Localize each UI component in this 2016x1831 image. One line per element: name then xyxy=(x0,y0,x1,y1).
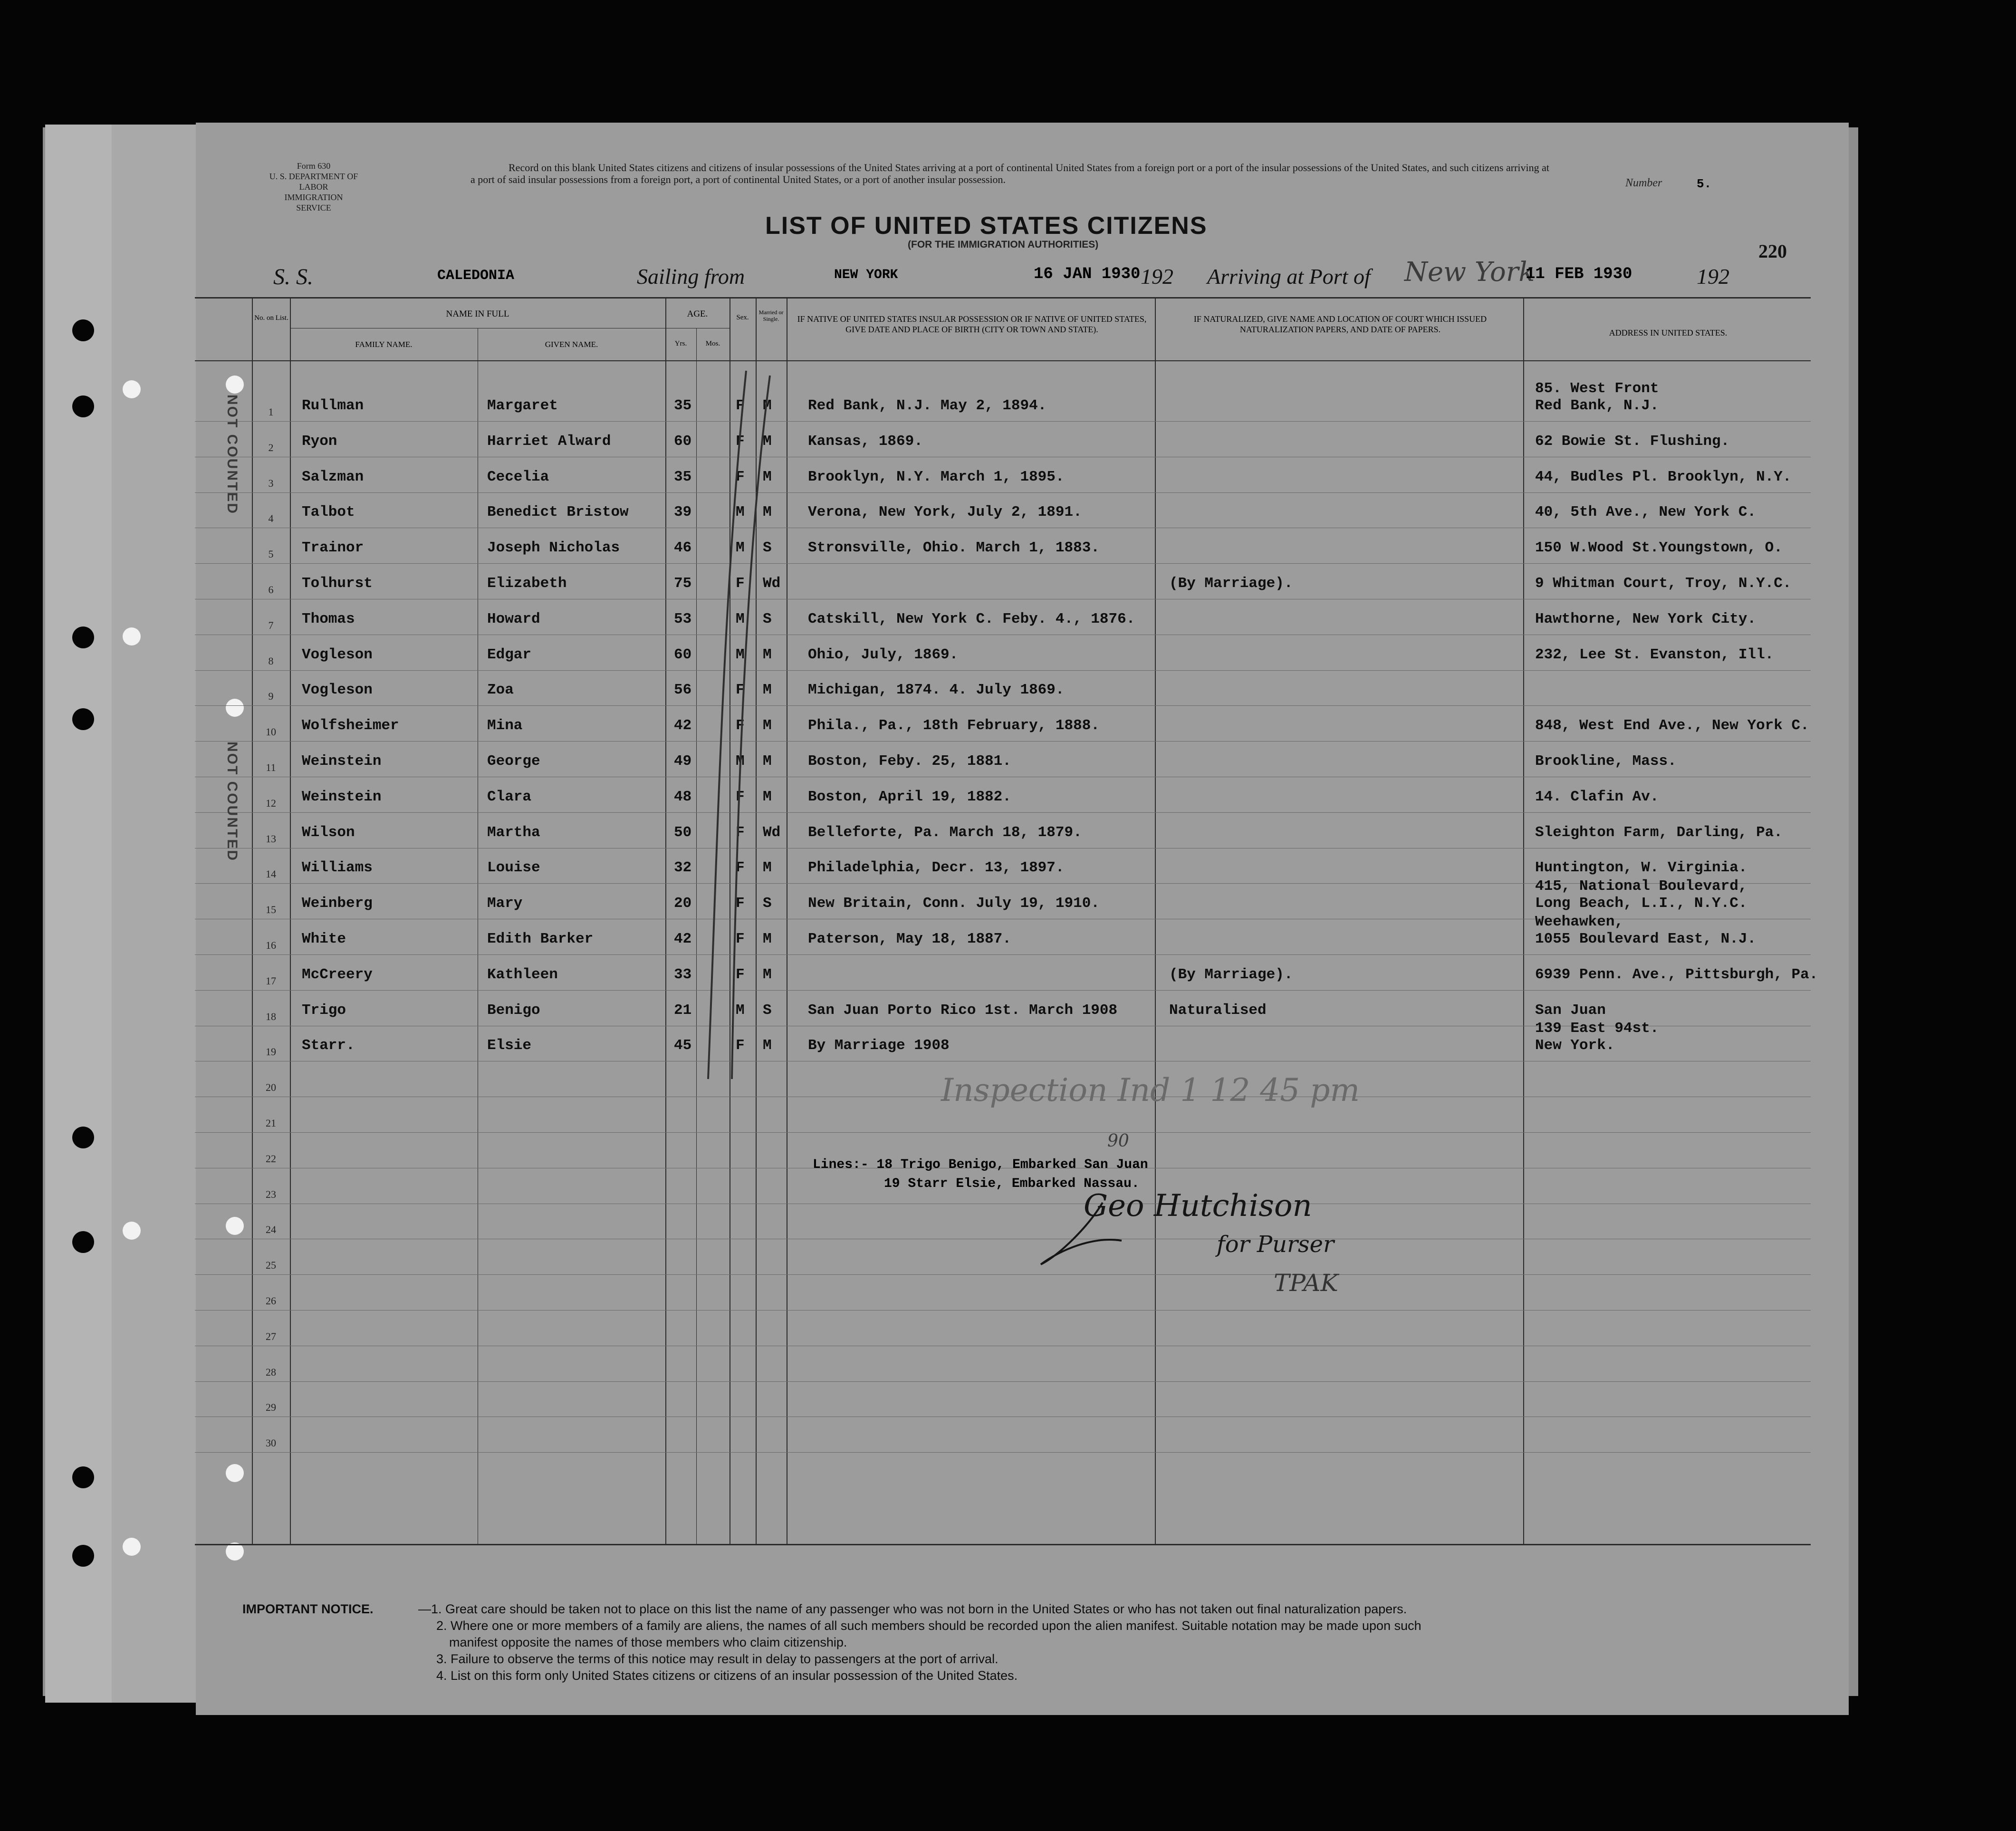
row-number: 1 xyxy=(268,406,274,418)
arriving-label: Arriving at Port of xyxy=(1207,264,1371,289)
cell-family: Weinberg xyxy=(302,895,373,912)
signature-note: for Purser xyxy=(1217,1231,1334,1258)
cell-family: Wolfsheimer xyxy=(302,717,399,734)
lines-note-1: Lines:- 18 Trigo Benigo, Embarked San Juan xyxy=(813,1157,1148,1172)
cell-given: Mary xyxy=(487,895,523,912)
col-married-header: Married or Single. xyxy=(758,309,784,322)
cell-family: Salzman xyxy=(302,468,364,485)
arriving-port: New York xyxy=(1404,257,1535,288)
cell-family: Wilson xyxy=(302,824,355,841)
cell-family: Tolhurst xyxy=(302,575,373,592)
cell-ms: M xyxy=(763,753,772,770)
cell-age: 39 xyxy=(674,504,692,521)
notice-item-2-cont: manifest opposite the names of those members who claim citizenship. xyxy=(449,1635,847,1649)
cell-addr: 14. Clafin Av. xyxy=(1535,788,1659,805)
row-number: 22 xyxy=(266,1152,276,1165)
cell-ms: S xyxy=(763,540,772,557)
sailing-date: 16 JAN 1930 xyxy=(1034,265,1141,283)
cell-address-line1: 85. West Front xyxy=(1535,380,1659,397)
cell-sex: M xyxy=(736,610,745,627)
cell-ms: M xyxy=(763,433,772,450)
notice-title: IMPORTANT NOTICE. xyxy=(242,1602,374,1616)
cell-sex: M xyxy=(736,753,745,770)
cell-given: Edith Barker xyxy=(487,931,594,947)
row-number: 23 xyxy=(266,1188,276,1200)
cell-sex: F xyxy=(736,433,745,450)
cell-age: 33 xyxy=(674,966,692,983)
col-mos-header: Mos. xyxy=(705,340,720,347)
cell-addr: 6939 Penn. Ave., Pittsburgh, Pa. xyxy=(1535,966,1818,983)
cell-sex: F xyxy=(736,1037,745,1054)
cell-family: Williams xyxy=(302,859,373,877)
col-given-header: GIVEN NAME. xyxy=(545,340,598,349)
cell-address-line1: Weehawken, xyxy=(1535,914,1624,930)
number-value: 5. xyxy=(1697,177,1712,191)
department: U. S. DEPARTMENT OF LABOR xyxy=(269,172,358,192)
cell-addr: Sleighton Farm, Darling, Pa. xyxy=(1535,824,1783,841)
margin-note: 90 xyxy=(1107,1131,1129,1151)
cell-addr: 1055 Boulevard East, N.J. xyxy=(1535,931,1757,947)
punch-hole xyxy=(226,699,244,717)
col-no-header: No. on List. xyxy=(254,314,288,322)
cell-birth: Red Bank, N.J. May 2, 1894. xyxy=(808,397,1047,414)
service: IMMIGRATION SERVICE xyxy=(284,193,343,212)
cell-family: Weinstein xyxy=(302,788,382,805)
cell-age: 35 xyxy=(674,397,692,414)
ship-name: CALEDONIA xyxy=(437,268,515,284)
row-rule xyxy=(195,492,1811,493)
col-divider xyxy=(1155,297,1156,1545)
row-number: 7 xyxy=(268,619,274,631)
row-number: 13 xyxy=(266,832,276,845)
ss-label: S. S. xyxy=(273,264,313,289)
col-divider xyxy=(290,297,291,1545)
row-number: 25 xyxy=(266,1259,276,1272)
cell-given: Joseph Nicholas xyxy=(487,540,620,557)
cell-family: Vogleson xyxy=(302,682,373,699)
cell-sex: F xyxy=(736,966,745,983)
row-number: 6 xyxy=(268,584,274,596)
cell-age: 60 xyxy=(674,646,692,663)
punch-hole xyxy=(226,1464,244,1482)
cell-age: 42 xyxy=(674,717,692,734)
cell-given: Edgar xyxy=(487,646,532,663)
cell-addr: Hawthorne, New York City. xyxy=(1535,610,1757,627)
binding-strip xyxy=(45,125,112,1703)
row-number: 19 xyxy=(266,1046,276,1058)
cell-sex: F xyxy=(736,895,745,912)
cell-given: Elsie xyxy=(487,1037,532,1054)
row-number: 20 xyxy=(266,1081,276,1094)
row-number: 28 xyxy=(266,1366,276,1378)
cell-addr: 150 W.Wood St.Youngstown, O. xyxy=(1535,540,1783,557)
side-stamp: NOT COUNTED xyxy=(224,395,240,515)
row-number: 30 xyxy=(266,1437,276,1449)
cell-family: Weinstein xyxy=(302,753,382,770)
cell-sex: F xyxy=(736,717,745,734)
cell-age: 50 xyxy=(674,824,692,841)
cell-age: 35 xyxy=(674,468,692,485)
row-rule xyxy=(195,421,1811,422)
cell-given: Howard xyxy=(487,610,540,627)
row-rule xyxy=(195,954,1811,955)
col-divider xyxy=(696,328,697,1545)
punch-hole xyxy=(72,1231,94,1253)
cell-addr: Red Bank, N.J. xyxy=(1535,397,1659,414)
cell-ms: S xyxy=(763,610,772,627)
sailing-label: Sailing from xyxy=(637,264,745,289)
row-rule xyxy=(195,670,1811,671)
cell-addr: 9 Whitman Court, Troy, N.Y.C. xyxy=(1535,575,1792,592)
page-number: 220 xyxy=(1758,241,1787,262)
row-number: 27 xyxy=(266,1330,276,1342)
cell-given: Harriet Alward xyxy=(487,433,611,450)
table-top-rule xyxy=(195,297,1811,299)
inspection-stamp: Inspection Ind 1 12 45 pm xyxy=(941,1072,1360,1108)
cell-ms: M xyxy=(763,966,772,983)
table-bottom-rule xyxy=(195,1544,1811,1545)
cell-given: Martha xyxy=(487,824,540,841)
col-age-header: AGE. xyxy=(687,309,708,319)
cell-given: Mina xyxy=(487,717,523,734)
cell-ms: M xyxy=(763,397,772,414)
cell-birth: San Juan Porto Rico 1st. March 1908 xyxy=(808,1002,1118,1019)
cell-given: Margaret xyxy=(487,397,558,414)
cell-addr: 232, Lee St. Evanston, Ill. xyxy=(1535,646,1774,663)
cell-addr: Long Beach, L.I., N.Y.C. xyxy=(1535,895,1747,912)
punch-hole xyxy=(123,627,141,646)
cell-birth: Philadelphia, Decr. 13, 1897. xyxy=(808,859,1065,877)
row-number: 11 xyxy=(266,761,276,773)
punch-hole xyxy=(123,380,141,398)
cell-birth: Belleforte, Pa. March 18, 1879. xyxy=(808,824,1082,841)
cell-nat: (By Marriage). xyxy=(1169,575,1293,592)
cell-family: Ryon xyxy=(302,433,337,450)
cell-family: Vogleson xyxy=(302,646,373,663)
cell-birth: By Marriage 1908 xyxy=(808,1037,950,1054)
cell-given: Louise xyxy=(487,859,540,877)
row-rule xyxy=(195,990,1811,991)
row-number: 17 xyxy=(266,974,276,987)
cell-given: George xyxy=(487,753,540,770)
col-divider xyxy=(665,297,666,1545)
cell-age: 48 xyxy=(674,788,692,805)
cell-birth: Boston, Feby. 25, 1881. xyxy=(808,753,1011,770)
col-divider xyxy=(252,297,253,1545)
punch-hole xyxy=(72,1466,94,1488)
cell-birth: Boston, April 19, 1882. xyxy=(808,788,1011,805)
cell-family: Trainor xyxy=(302,540,364,557)
punch-hole xyxy=(72,626,94,648)
row-number: 21 xyxy=(266,1117,276,1129)
cell-age: 46 xyxy=(674,540,692,557)
cell-ms: S xyxy=(763,895,772,912)
header-bottom-rule xyxy=(195,360,1811,361)
cell-addr: 848, West End Ave., New York C. xyxy=(1535,717,1809,734)
notice-item-2: 2. Where one or more members of a family are aliens, the names of all such members should be recorded upon the alien manifest. Suitable notation may be made upon such xyxy=(436,1619,1421,1633)
cell-addr: Huntington, W. Virginia. xyxy=(1535,859,1747,877)
cell-age: 21 xyxy=(674,1002,692,1019)
cell-family: Thomas xyxy=(302,610,355,627)
cell-family: Rullman xyxy=(302,397,364,414)
row-rule xyxy=(195,705,1811,706)
cell-ms: M xyxy=(763,646,772,663)
row-number: 4 xyxy=(268,512,274,525)
page-title: LIST OF UNITED STATES CITIZENS xyxy=(765,212,1208,240)
punch-hole xyxy=(72,319,94,341)
col-name-header: NAME IN FULL xyxy=(446,309,509,319)
punch-hole xyxy=(72,1545,94,1567)
cell-addr: Brookline, Mass. xyxy=(1535,753,1677,770)
cell-birth: Ohio, July, 1869. xyxy=(808,646,959,663)
cell-addr: 44, Budles Pl. Brooklyn, N.Y. xyxy=(1535,468,1792,485)
cell-birth: Brooklyn, N.Y. March 1, 1895. xyxy=(808,468,1065,485)
row-rule xyxy=(195,1310,1811,1311)
arriving-date: 11 FEB 1930 xyxy=(1526,265,1632,283)
cell-addr: San Juan xyxy=(1535,1002,1606,1019)
cell-sex: F xyxy=(736,468,745,485)
cell-given: Kathleen xyxy=(487,966,558,983)
cell-age: 49 xyxy=(674,753,692,770)
sailing-port: NEW YORK xyxy=(834,268,898,282)
punch-hole xyxy=(72,1127,94,1148)
number-label: Number xyxy=(1625,177,1662,189)
cell-birth: Catskill, New York C. Feby. 4., 1876. xyxy=(808,610,1135,627)
punch-hole xyxy=(226,1217,244,1235)
row-number: 24 xyxy=(266,1224,276,1236)
col-naturalized-header: IF NATURALIZED, GIVE NAME AND LOCATION OF COURT WHICH ISSUED NATURALIZATION PAPERS, AND DATE OF PAPERS. xyxy=(1193,314,1487,334)
row-rule xyxy=(195,563,1811,564)
cell-age: 75 xyxy=(674,575,692,592)
cell-family: White xyxy=(302,931,346,947)
cell-birth: Paterson, May 18, 1887. xyxy=(808,931,1011,947)
cell-sex: F xyxy=(736,682,745,699)
row-number: 26 xyxy=(266,1295,276,1307)
cell-sex: M xyxy=(736,1002,745,1019)
cell-family: Talbot xyxy=(302,504,355,521)
cell-age: 60 xyxy=(674,433,692,450)
page-subtitle: (FOR THE IMMIGRATION AUTHORITIES) xyxy=(908,239,1099,250)
row-rule xyxy=(195,812,1811,813)
binding-strip-inner xyxy=(112,125,197,1703)
cell-age: 20 xyxy=(674,895,692,912)
tick-marks xyxy=(703,366,779,1089)
row-number: 29 xyxy=(266,1401,276,1414)
cell-age: 56 xyxy=(674,682,692,699)
punch-hole xyxy=(72,395,94,417)
cell-birth: Stronsville, Ohio. March 1, 1883. xyxy=(808,540,1100,557)
signature-flourish xyxy=(1031,1198,1126,1269)
notice-item-1: —1. Great care should be taken not to place on this list the name of any passenger who was not born in the United States or who has not taken out final naturalization papers. xyxy=(418,1602,1407,1616)
punch-hole xyxy=(123,1538,141,1556)
cell-birth: Michigan, 1874. 4. July 1869. xyxy=(808,682,1065,699)
side-stamp: NOT COUNTED xyxy=(224,742,240,862)
cell-birth: Phila., Pa., 18th February, 1888. xyxy=(808,717,1100,734)
cell-ms: M xyxy=(763,717,772,734)
cell-ms: Wd xyxy=(763,575,781,592)
row-number: 8 xyxy=(268,655,274,667)
cell-given: Benedict Bristow xyxy=(487,504,629,521)
row-rule xyxy=(195,1132,1811,1133)
row-number: 15 xyxy=(266,904,276,916)
initials: TPAK xyxy=(1274,1269,1338,1297)
cell-sex: F xyxy=(736,788,745,805)
col-divider xyxy=(1523,297,1524,1545)
punch-hole xyxy=(226,376,244,394)
row-number: 2 xyxy=(268,441,274,453)
row-number: 16 xyxy=(266,939,276,951)
cell-age: 45 xyxy=(674,1037,692,1054)
cell-ms: M xyxy=(763,468,772,485)
cell-ms: Wd xyxy=(763,824,781,841)
cell-birth: Kansas, 1869. xyxy=(808,433,923,450)
arriving-year: 192 xyxy=(1697,264,1729,289)
row-number: 14 xyxy=(266,868,276,880)
col-native-header: IF NATIVE OF UNITED STATES INSULAR POSSESSION OR IF NATIVE OF UNITED STATES, GIVE DATE AND PLACE OF BIRTH (CITY OR TOWN AND STATE). xyxy=(797,314,1147,334)
row-number: 18 xyxy=(266,1010,276,1022)
punch-hole xyxy=(123,1222,141,1240)
cell-sex: F xyxy=(736,575,745,592)
cell-given: Zoa xyxy=(487,682,514,699)
instruction-text: Record on this blank United States citizens and citizens of insular possessions of the United States arriving at a port of continental United States from a foreign port or a port of the insular possessions of the United States, and such citizens arriving at a port of said insular possessions from a foreign port, a port of continental United States, or a port of another insular possession. xyxy=(470,162,1549,185)
cell-address-line1: 139 East 94st. xyxy=(1535,1020,1659,1037)
cell-family: McCreery xyxy=(302,966,373,983)
cell-ms: M xyxy=(763,788,772,805)
cell-sex: F xyxy=(736,824,745,841)
row-number: 9 xyxy=(268,690,274,703)
cell-birth: New Britain, Conn. July 19, 1910. xyxy=(808,895,1100,912)
cell-addr: New York. xyxy=(1535,1037,1615,1054)
cell-ms: M xyxy=(763,859,772,877)
cell-sex: M xyxy=(736,504,745,521)
cell-age: 53 xyxy=(674,610,692,627)
cell-ms: M xyxy=(763,504,772,521)
col-address-header: ADDRESS IN UNITED STATES. xyxy=(1609,328,1728,337)
signature: Geo Hutchison xyxy=(1084,1188,1312,1224)
row-rule xyxy=(195,1274,1811,1275)
cell-sex: F xyxy=(736,931,745,947)
cell-ms: M xyxy=(763,1037,772,1054)
cell-sex: M xyxy=(736,540,745,557)
cell-given: Benigo xyxy=(487,1002,540,1019)
row-rule xyxy=(195,1381,1811,1382)
cell-ms: M xyxy=(763,682,772,699)
cell-addr: 62 Bowie St. Flushing. xyxy=(1535,433,1730,450)
cell-sex: M xyxy=(736,646,745,663)
row-number: 5 xyxy=(268,548,274,560)
col-sex-header: Sex. xyxy=(736,314,749,321)
cell-addr: 40, 5th Ave., New York C. xyxy=(1535,504,1757,521)
punch-hole xyxy=(72,708,94,730)
row-number: 10 xyxy=(266,726,276,738)
form-number: Form 630 xyxy=(297,161,331,171)
cell-given: Cecelia xyxy=(487,468,549,485)
cell-age: 42 xyxy=(674,931,692,947)
sailing-year: 192 xyxy=(1141,264,1173,289)
cell-birth: Verona, New York, July 2, 1891. xyxy=(808,504,1082,521)
notice-item-3: 3. Failure to observe the terms of this notice may result in delay to passengers at the port of arrival. xyxy=(436,1652,998,1666)
cell-nat: Naturalised xyxy=(1169,1002,1267,1019)
cell-family: Starr. xyxy=(302,1037,355,1054)
row-number: 12 xyxy=(266,797,276,809)
cell-sex: F xyxy=(736,397,745,414)
row-rule xyxy=(195,1452,1811,1453)
cell-given: Elizabeth xyxy=(487,575,567,592)
cell-family: Trigo xyxy=(302,1002,346,1019)
cell-address-line1: 415, National Boulevard, xyxy=(1535,878,1747,895)
row-rule xyxy=(195,741,1811,742)
col-yrs-header: Yrs. xyxy=(674,340,687,347)
cell-sex: F xyxy=(736,859,745,877)
cell-age: 32 xyxy=(674,859,692,877)
cell-ms: M xyxy=(763,931,772,947)
notice-item-4: 4. List on this form only United States citizens or citizens of an insular possession of the United States. xyxy=(436,1668,1018,1683)
cell-nat: (By Marriage). xyxy=(1169,966,1293,983)
cell-given: Clara xyxy=(487,788,532,805)
col-family-header: FAMILY NAME. xyxy=(355,340,413,349)
row-number: 3 xyxy=(268,477,274,489)
lines-note-2: 19 Starr Elsie, Embarked Nassau. xyxy=(884,1176,1140,1191)
cell-ms: S xyxy=(763,1002,772,1019)
